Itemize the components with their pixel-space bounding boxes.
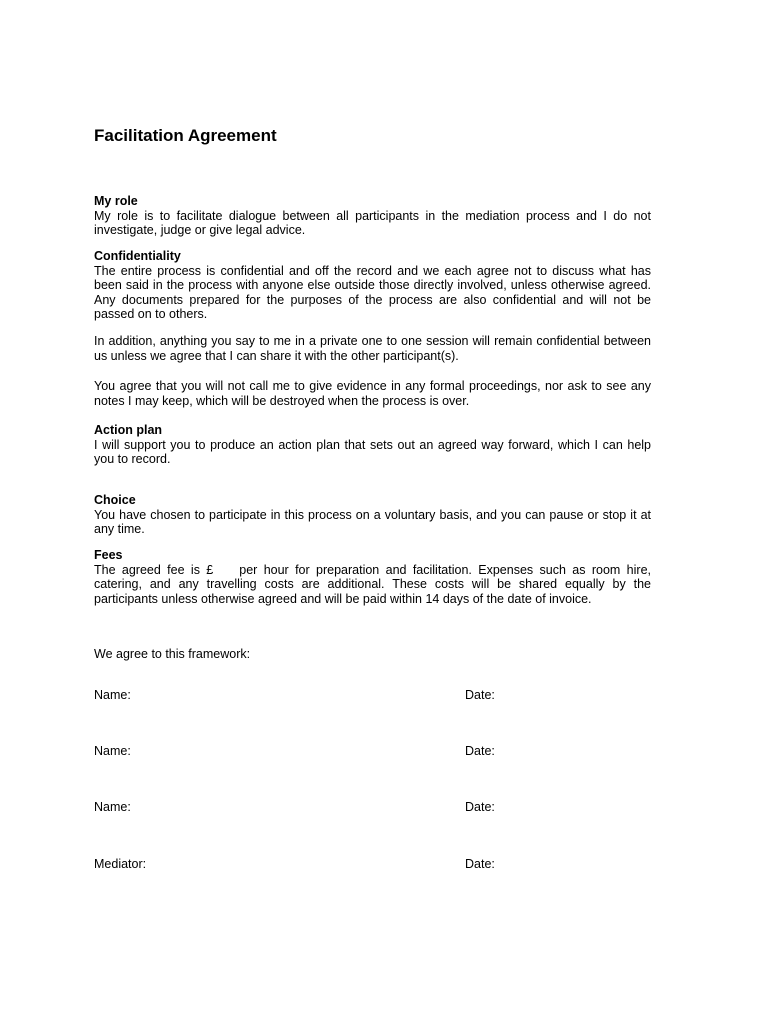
section-heading: Action plan — [94, 423, 163, 437]
confidentiality-paragraph-3 — [94, 379, 651, 408]
document-title: Facilitation Agreement — [94, 126, 277, 145]
section-confidentiality — [94, 249, 651, 322]
section-my-role — [94, 194, 651, 238]
fee-text-before: The agreed fee is £ — [94, 562, 214, 577]
signature-date-label: Date: — [465, 688, 495, 702]
section-text: You agree that you will not call me to give evidence in any formal proceedings, nor ask to see any notes I may keep, which will be destroyed when the process is over. — [94, 379, 651, 408]
section-heading: Choice — [94, 493, 136, 507]
section-heading: Fees — [94, 548, 123, 562]
section-text: My role is to facilitate dialogue between all participants in the mediation process and I do not investigate, judge or give legal advice. — [94, 208, 651, 237]
agreement-statement: We agree to this framework: — [94, 647, 251, 661]
section-heading: My role — [94, 194, 138, 208]
section-choice — [94, 493, 651, 537]
fee-text-after: per hour for preparation and facilitation. Expenses such as room hire, catering, and any travelling costs are additional. These costs will be shared equally by the participants unless otherwise agreed and will be paid within 14 days of the date of invoice. — [94, 562, 651, 606]
signature-name-label: Name: — [94, 744, 131, 758]
section-fees — [94, 548, 651, 606]
signature-name-label: Name: — [94, 688, 131, 702]
mediator-signature-label: Mediator: — [94, 857, 147, 871]
section-text: The entire process is confidential and off the record and we each agree not to discuss what has been said in the process with anyone else outside those directly involved, unless otherwise agreed. Any documents prepared for the purposes of the process are also confidential and will not be passed on to others. — [94, 263, 651, 321]
section-text — [94, 563, 651, 607]
section-action-plan — [94, 423, 651, 467]
section-text: In addition, anything you say to me in a private one to one session will remain confidential between us unless we agree that I can share it with the other participant(s). — [94, 334, 651, 363]
signature-date-label: Date: — [465, 800, 495, 814]
section-text: You have chosen to participate in this process on a voluntary basis, and you can pause or stop it at any time. — [94, 507, 651, 536]
signature-date-label: Date: — [465, 857, 495, 871]
signature-name-label: Name: — [94, 800, 131, 814]
section-text: I will support you to produce an action plan that sets out an agreed way forward, which I can help you to record. — [94, 437, 651, 466]
confidentiality-paragraph-2 — [94, 334, 651, 363]
section-heading: Confidentiality — [94, 249, 181, 263]
signature-date-label: Date: — [465, 744, 495, 758]
